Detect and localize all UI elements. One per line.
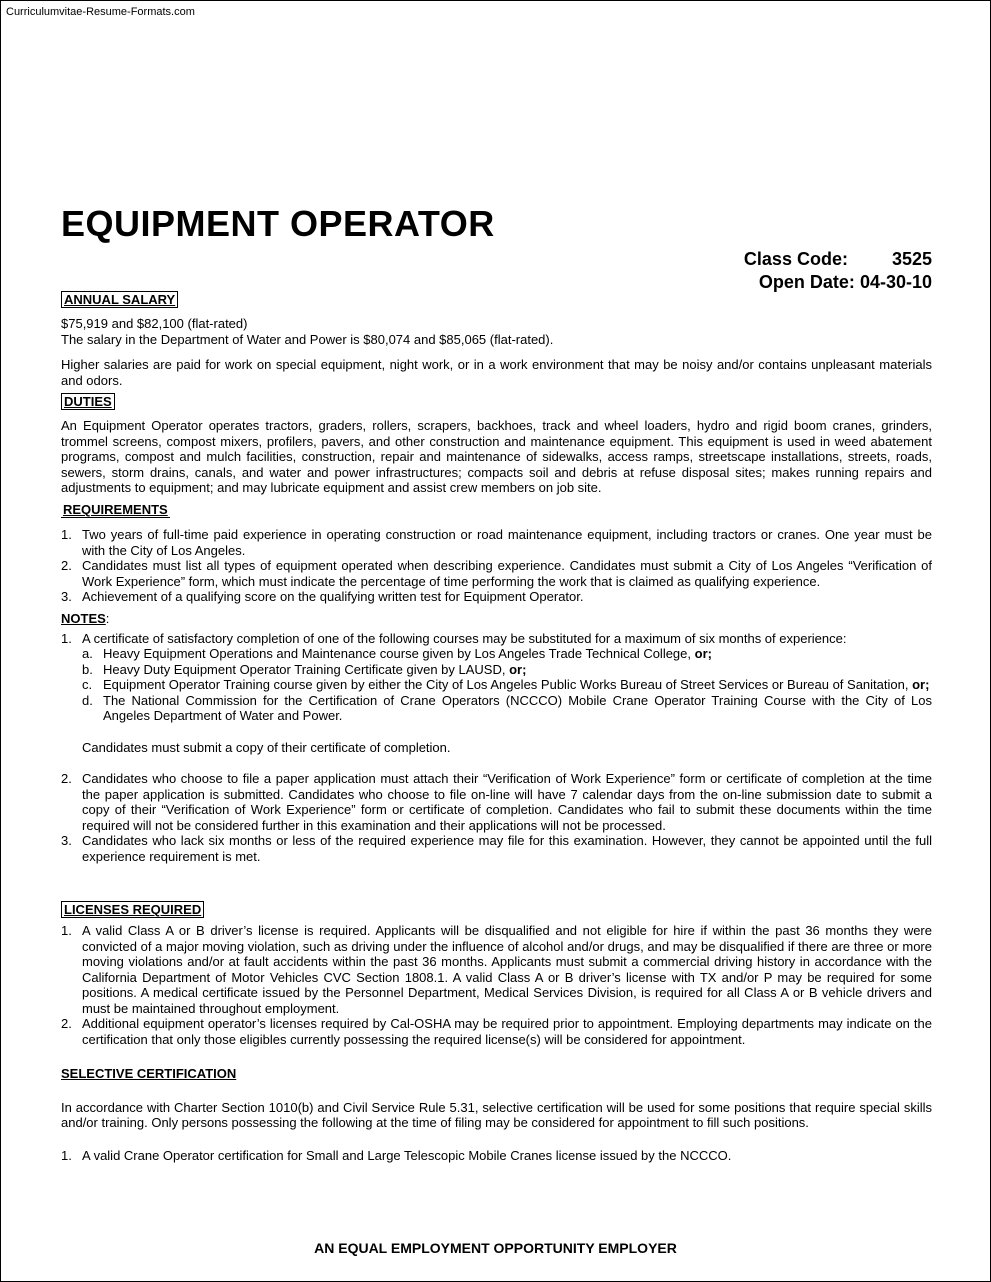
salary-line-2: The salary in the Department of Water and Power is $80,074 and $85,065 (flat-rated). (61, 331, 554, 347)
list-item: b. Heavy Duty Equipment Operator Training Certificate given by LAUSD, or; (82, 661, 527, 677)
list-item: c. Equipment Operator Training course given by either the City of Los Angeles Public Works Bureau of Street Services or Bureau of Sanitation, or; (82, 677, 930, 692)
certificate-note: Candidates must submit a copy of their certificate of completion. (82, 739, 451, 755)
list-item: 1. A certificate of satisfactory completion of one of the following courses may be substituted for a maximum of six months of experience: a. Heavy Equipment Operations and Maintenance course given by Los Angeles Trade Technical College, or; b. Heavy Duty Equipment Operator Training Certificate given by LAUSD, or; c. Equipment Operator Training course given by either the City of Los Angeles Public Works Bureau of Street Services or Bureau of Sanitation, or; d. The National Commission for the Certification of Crane Operators (NCCCO) Mobile Crane Operator Training Course with the City of Los Angeles Department of Water and Power. Candidates must submit a copy of their certificate of completion. (61, 630, 932, 755)
salary-line-3: Higher salaries are paid for work on special equipment, night work, or in a work environment that may be noisy and/or contains unpleasant materials and odors. (61, 357, 932, 388)
list-item: 2. Candidates who choose to file a paper application must attach their “Verification of Work Experience” form or certificate of completion at the time the paper application is submitted. Candidates who choose to file on-line will have 7 calendar days from the on-line submission date to submit a copy of their “Verification of Work Experience” form or certificate of completion. Candidates who fail to submit these documents within the time required will not be considered further in this examination and their applications will not be processed. (61, 771, 932, 833)
list-item: 1. Two years of full-time paid experience in operating construction or road maintenance equipment, including tractors or cranes. One year must be with the City of Los Angeles. (61, 527, 932, 558)
open-date-value: 04-30-10 (859, 272, 932, 292)
duties-text: An Equipment Operator operates tractors, graders, rollers, scrapers, backhoes, track and wheel loaders, hydro and rigid boom cranes, grinders, trommel screens, compost mixers, profilers, pavers, and other construction and maintenance equipment. This equipment is used in weed abatement programs, compost and mulch facilities, construction, repair and maintenance of sidewalks, access ramps, streetscape installations, streets, roads, sewers, storm drains, canals, and water and power infrastructures; compacts soil and debris at refuse disposal sites; makes running repairs and adjustments to equipment; and may lubricate equipment and assist crew members on job site. (61, 418, 932, 495)
class-info (744, 248, 932, 294)
list-item: a. Heavy Equipment Operations and Maintenance course given by Los Angeles Trade Technical College, or; (82, 646, 712, 661)
selective-text: In accordance with Charter Section 1010(b) and Civil Service Rule 5.31, selective certification will be used for some positions that require special skills and/or training. Only persons possessing the following at the time of filing may be considered for appointment to fill such positions. (61, 1099, 932, 1130)
notes-heading-wrap: NOTES: (61, 611, 110, 626)
page-title: EQUIPMENT OPERATOR (61, 203, 495, 244)
licenses-heading: LICENSES REQUIRED (61, 901, 204, 918)
class-code-value: 3525 (891, 249, 932, 269)
notes-list (61, 631, 932, 865)
requirements-heading: REQUIREMENTS (63, 502, 168, 517)
requirements-list (61, 527, 932, 605)
salary-section (61, 291, 932, 388)
list-item: 1. A valid Class A or B driver’s license is required. Applicants will be disqualified and not eligible for hire if within the past 36 months they were convicted of a major moving violation, such as driving under the influence of alcohol and/or drugs, and may be disqualified if there are three or more moving violations and/or at fault accidents within the past 36 months. Applicants must submit a commercial driving history in accordance with the California Department of Motor Vehicles CVC Section 1808.1. A valid Class A or B driver’s license with TX and/or P may be required for some positions. A medical certificate issued by the Personnel Department, Medical Services Division, is required for all Class A or B vehicle drivers and must be maintained throughout employment. (61, 923, 932, 1016)
salary-line-1: $75,919 and $82,100 (flat-rated) (61, 316, 248, 331)
class-code-label: Class Code: (743, 249, 848, 269)
duties-section (61, 393, 932, 496)
notes-heading: NOTES (61, 611, 106, 626)
list-item: d. The National Commission for the Certification of Crane Operators (NCCCO) Mobile Crane Operator Training Course with the City of Los Angeles Department of Water and Power. (82, 692, 932, 723)
list-item: 2. Additional equipment operator’s licenses required by Cal-OSHA may be required prior to appointment. Employing departments may indicate on the certification that only those eligibles currently possessing the required license(s) will be considered for appointment. (61, 1016, 932, 1047)
list-item: 2. Candidates must list all types of equipment operated when describing experience. Candidates must submit a City of Los Angeles “Verification of Work Experience” form, which must indicate the percentage of time performing the work that is claimed as qualifying experience. (61, 558, 932, 589)
salary-heading: ANNUAL SALARY (61, 291, 178, 308)
source-watermark: Curriculumvitae-Resume-Formats.com (6, 6, 195, 18)
selective-heading: SELECTIVE CERTIFICATION (61, 1066, 237, 1081)
class-code-row (744, 248, 932, 271)
selective-section (61, 1066, 932, 1163)
list-item: 1. A valid Crane Operator certification for Small and Large Telescopic Mobile Cranes license issued by the NCCCO. (61, 1147, 732, 1163)
notes-section (61, 611, 932, 864)
licenses-section (61, 901, 932, 1047)
licenses-list (61, 923, 932, 1047)
course-list (82, 646, 932, 724)
open-date-label: Open Date: (758, 272, 855, 292)
footer-statement: AN EQUAL EMPLOYMENT OPPORTUNITY EMPLOYER (314, 1240, 677, 1256)
list-item: 3. Achievement of a qualifying score on the qualifying written test for Equipment Operator. (61, 589, 584, 604)
duties-heading: DUTIES (61, 393, 115, 410)
list-item: 3. Candidates who lack six months or less of the required experience may file for this examination. However, they cannot be appointed until the full experience requirement is met. (61, 833, 932, 864)
requirements-section (61, 502, 932, 605)
selective-list (61, 1148, 932, 1164)
